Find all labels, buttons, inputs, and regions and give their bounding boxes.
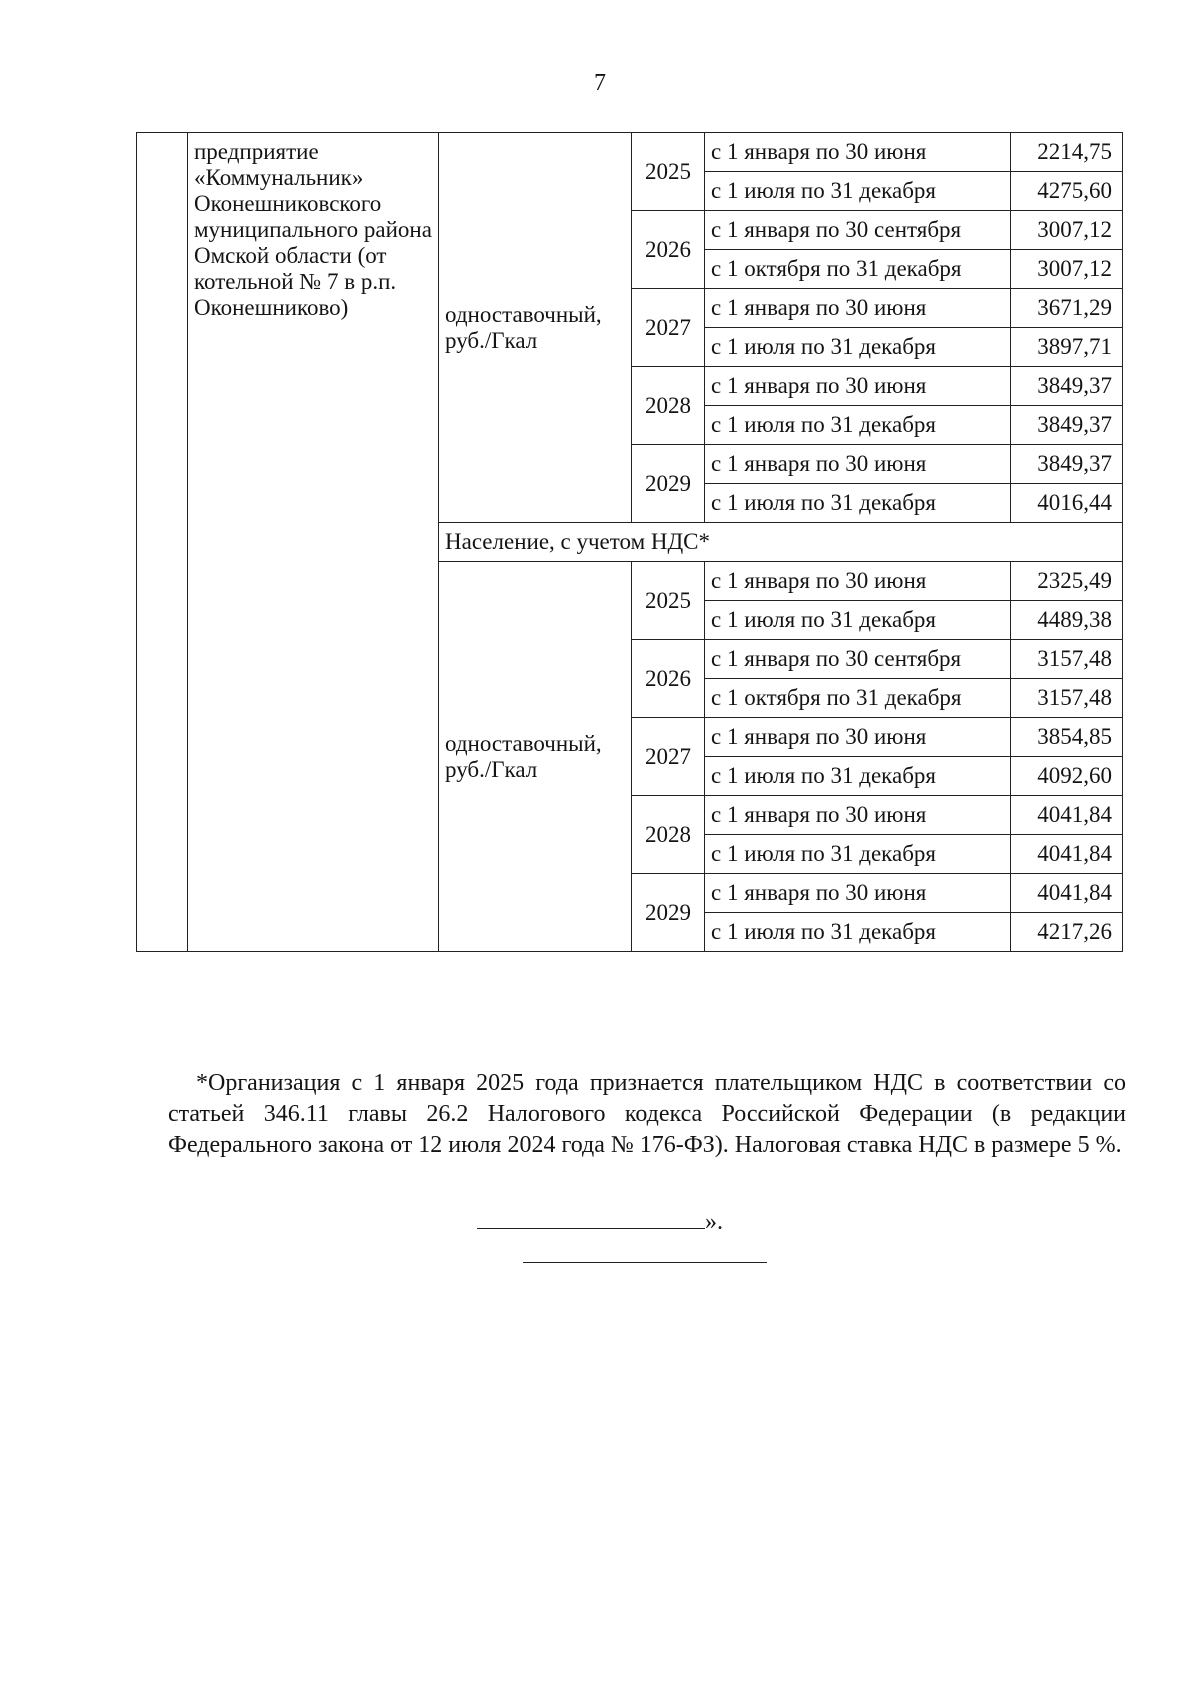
tariff-unit: одноставочный, руб./Гкал [445, 730, 602, 782]
year-cell: 2029 [632, 445, 705, 523]
value-cell: 4041,84 [1011, 874, 1123, 913]
year-cell: 2026 [632, 211, 705, 289]
period-cell: с 1 января по 30 июня [705, 289, 1011, 328]
value-cell: 4016,44 [1011, 484, 1123, 523]
period-cell: с 1 января по 30 сентября [705, 640, 1011, 679]
value-cell: 3157,48 [1011, 679, 1123, 718]
organization-name: предприятие «Коммунальник» Оконешниковского муниципального района Омской области (от котельной № 7 в р.п. Оконешниково) [194, 139, 432, 320]
group-header-cell: Население, с учетом НДС* [439, 523, 1123, 562]
value-cell: 3157,48 [1011, 640, 1123, 679]
period-cell: с 1 января по 30 июня [705, 133, 1011, 172]
year-cell: 2028 [632, 796, 705, 874]
period-cell: с 1 июля по 31 декабря [705, 172, 1011, 211]
tariff-table [136, 132, 1123, 952]
closing-quote: ». [705, 1209, 723, 1235]
period-cell: с 1 октября по 31 декабря [705, 679, 1011, 718]
value-cell: 2214,75 [1011, 133, 1123, 172]
closing-mark [0, 1208, 1200, 1236]
value-cell: 3854,85 [1011, 718, 1123, 757]
period-cell: с 1 июля по 31 декабря [705, 601, 1011, 640]
table-row [137, 133, 1123, 172]
footnote [168, 1068, 1126, 1161]
value-cell: 4217,26 [1011, 913, 1123, 952]
value-cell: 4489,38 [1011, 601, 1123, 640]
period-cell: с 1 января по 30 июня [705, 562, 1011, 601]
value-cell: 3671,29 [1011, 289, 1123, 328]
value-cell: 4041,84 [1011, 796, 1123, 835]
year-cell: 2025 [632, 133, 705, 211]
tariff-table-body [137, 133, 1123, 952]
value-cell: 3849,37 [1011, 406, 1123, 445]
period-cell: с 1 июля по 31 декабря [705, 757, 1011, 796]
period-cell: с 1 января по 30 сентября [705, 211, 1011, 250]
value-cell: 2325,49 [1011, 562, 1123, 601]
period-cell: с 1 июля по 31 декабря [705, 406, 1011, 445]
period-cell: с 1 января по 30 июня [705, 796, 1011, 835]
value-cell: 4275,60 [1011, 172, 1123, 211]
value-cell: 3897,71 [1011, 328, 1123, 367]
period-cell: с 1 января по 30 июня [705, 718, 1011, 757]
value-cell: 3849,37 [1011, 367, 1123, 406]
year-cell: 2026 [632, 640, 705, 718]
period-cell: с 1 июля по 31 декабря [705, 328, 1011, 367]
value-cell: 3849,37 [1011, 445, 1123, 484]
tariff-unit: одноставочный, руб./Гкал [445, 301, 602, 353]
tariff-unit-cell [439, 562, 632, 952]
organization-cell [188, 133, 439, 952]
year-cell: 2027 [632, 718, 705, 796]
page-number: 7 [594, 70, 606, 96]
period-cell: с 1 января по 30 июня [705, 874, 1011, 913]
row-number-cell [137, 133, 188, 952]
period-cell: с 1 июля по 31 декабря [705, 835, 1011, 874]
period-cell: с 1 октября по 31 декабря [705, 250, 1011, 289]
year-cell: 2029 [632, 874, 705, 952]
value-cell: 4092,60 [1011, 757, 1123, 796]
value-cell: 3007,12 [1011, 211, 1123, 250]
footnote-text: *Организация с 1 января 2025 года признается плательщиком НДС в соответствии со статьей 346.11 главы 26.2 Налогового кодекса Российской Федерации (в редакции Федерального закона от 12 июля 2024 года № 176-ФЗ). Налоговая ставка НДС в размере 5 %. [168, 1070, 1126, 1158]
period-cell: с 1 января по 30 июня [705, 367, 1011, 406]
period-cell: с 1 января по 30 июня [705, 445, 1011, 484]
value-cell: 3007,12 [1011, 250, 1123, 289]
tariff-unit-cell [439, 133, 632, 523]
value-cell: 4041,84 [1011, 835, 1123, 874]
year-cell: 2027 [632, 289, 705, 367]
year-cell: 2028 [632, 367, 705, 445]
year-cell: 2025 [632, 562, 705, 640]
period-cell: с 1 июля по 31 декабря [705, 484, 1011, 523]
bottom-rule [523, 1262, 767, 1263]
period-cell: с 1 июля по 31 декабря [705, 913, 1011, 952]
signature-line [477, 1208, 705, 1229]
